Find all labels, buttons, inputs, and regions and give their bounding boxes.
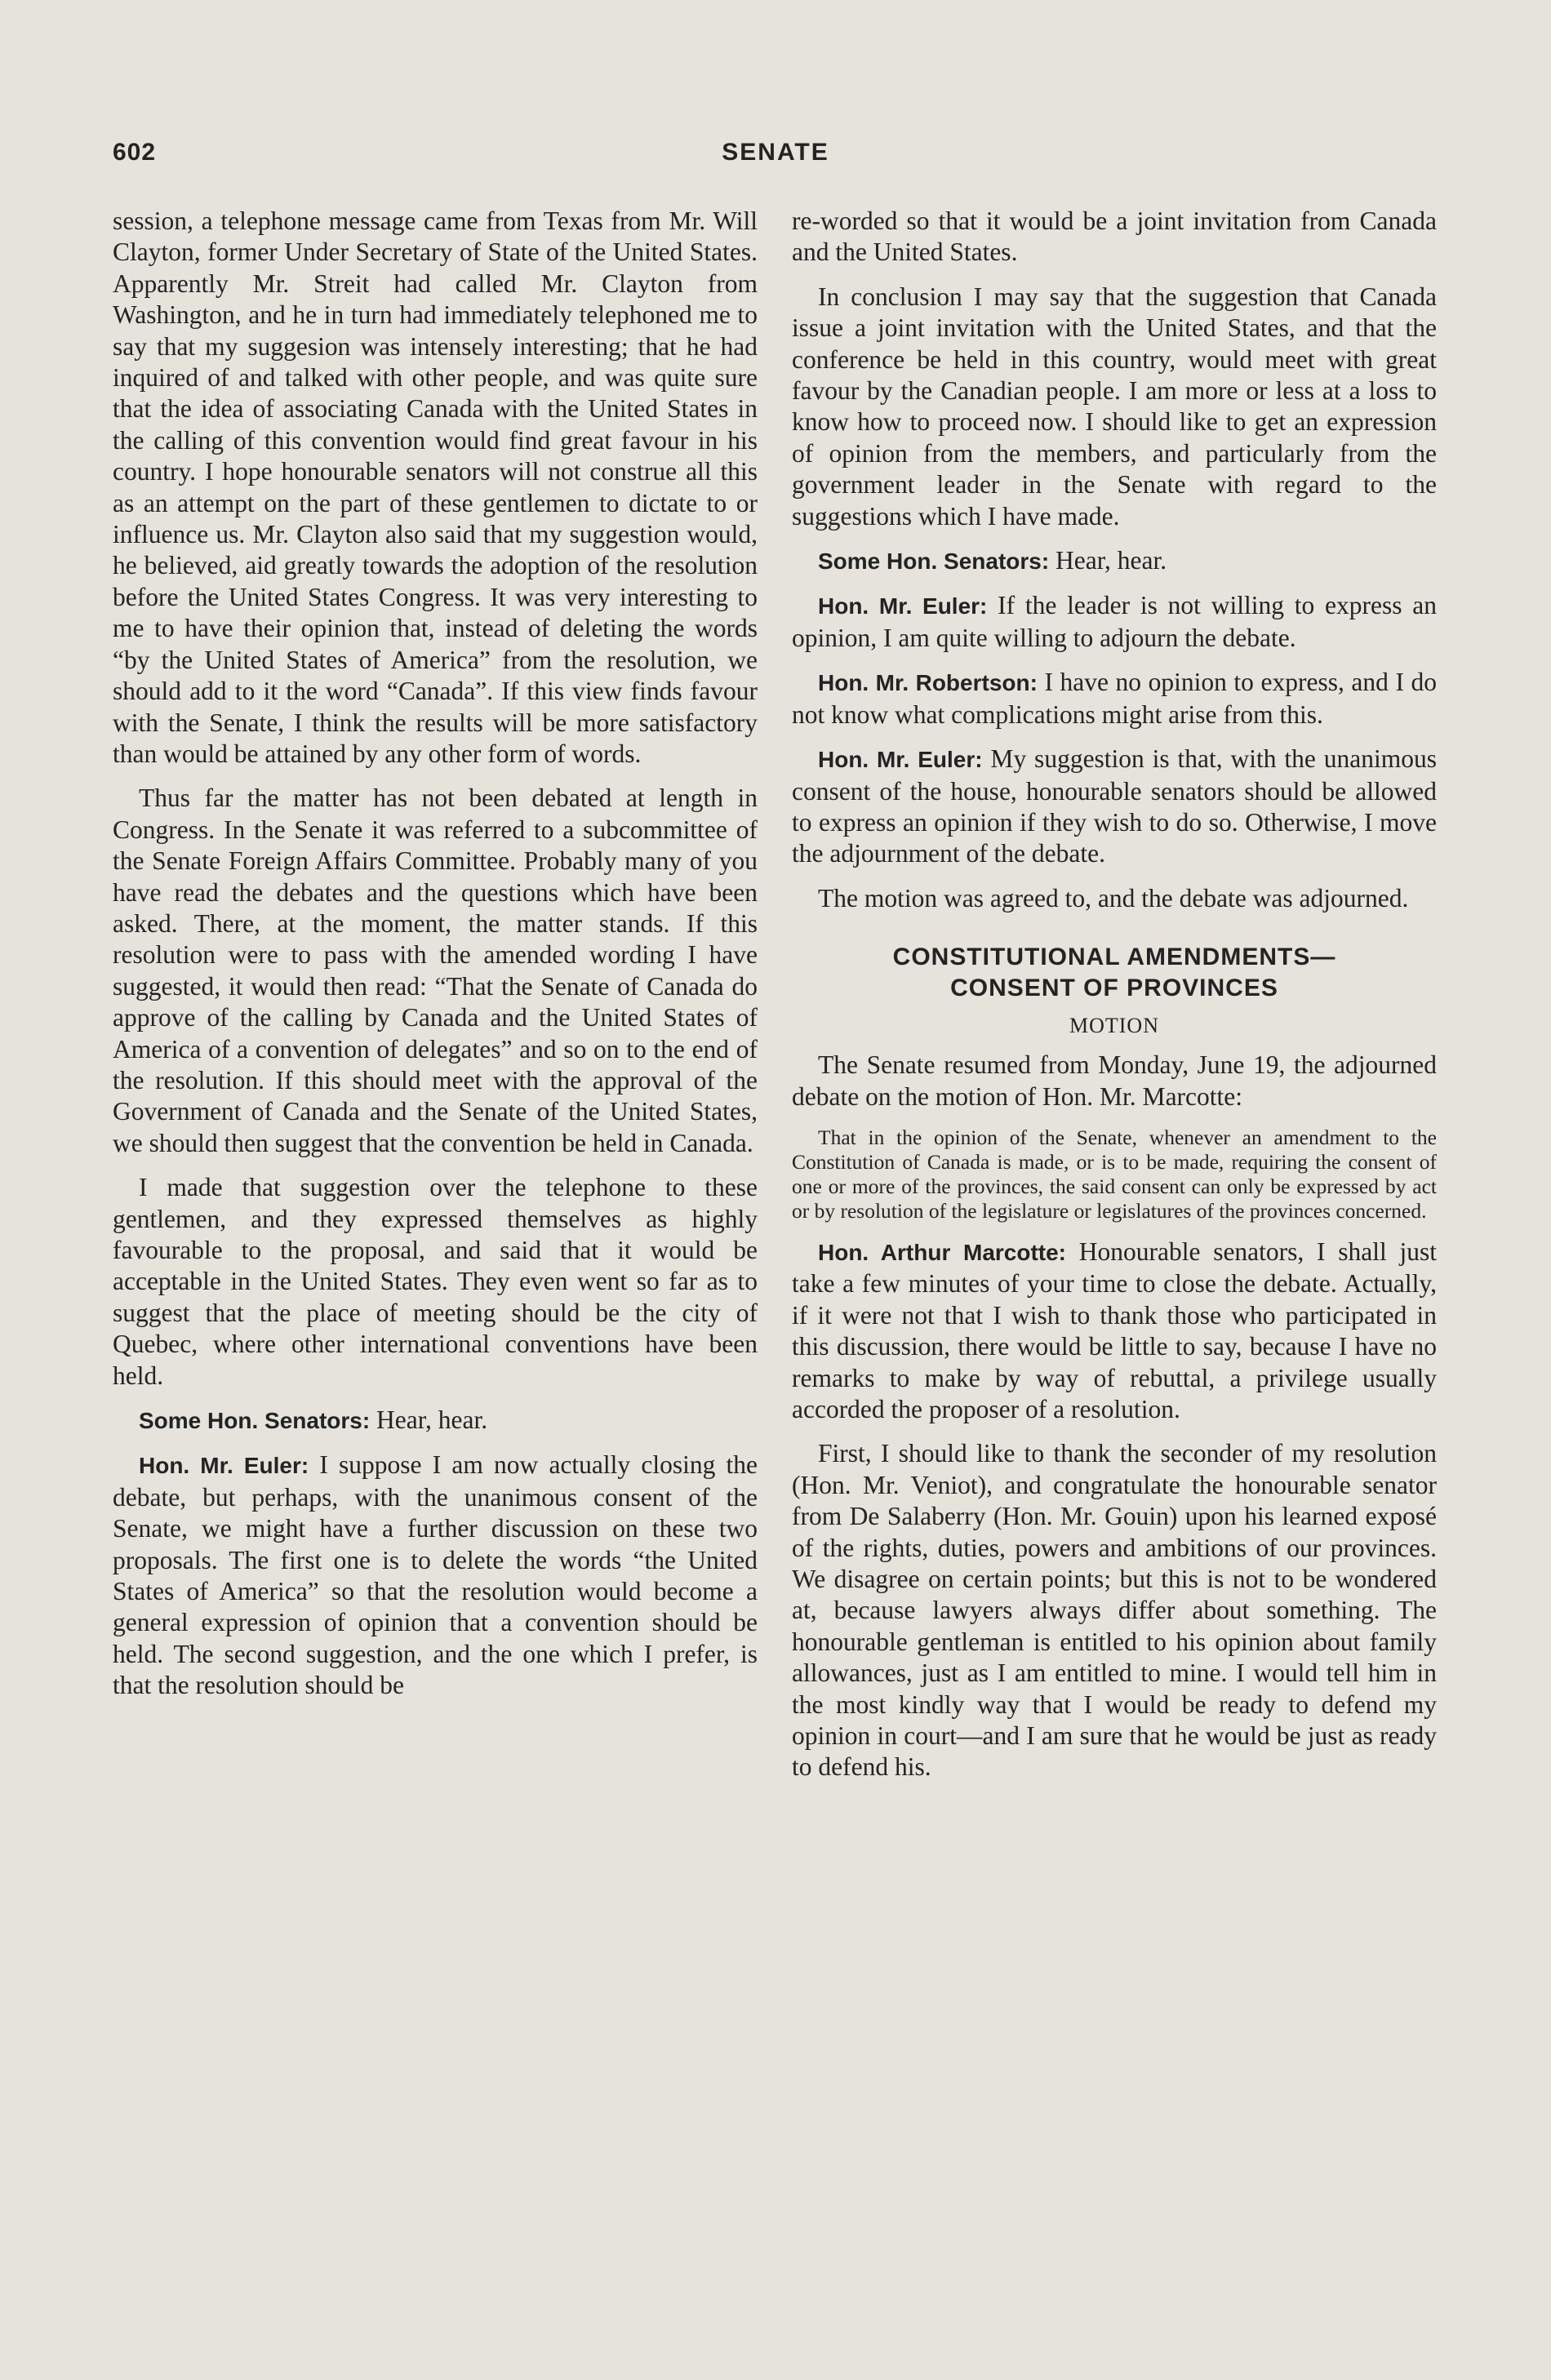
page-number: 602	[113, 139, 157, 166]
paragraph: First, I should like to thank the seconder of my resolution (Hon. Mr. Veniot), and congratulate the honourable senator from De Salaberry (Hon. Mr. Gouin) upon his learned exposé of the rights, duties, powers and ambitions of our provinces. We disagree on certain points; but this is not to be wondered at, because lawyers always differ about something. The honourable gentleman is entitled to his opinion about family allowances, just as I am entitled to mine. I would tell him in the most kindly way that I would be ready to defend my opinion in court—and I am sure that he would be just as ready to defend his.	[792, 1439, 1437, 1782]
paragraph: In conclusion I may say that the suggestion that Canada issue a joint invitation with the United States, and that the conference be held in this country, would meet with great favour by the Canadian people. I am more or less at a loss to know how to proceed now. I should like to get an expression of opinion from the members, and particularly from the government leader in the Senate with regard to the suggestions which I have made.	[792, 282, 1437, 531]
paragraph: Thus far the matter has not been debated at length in Congress. In the Senate it was referred to a subcommittee of the Senate Foreign Affairs Committee. Probably many of you have read the debates and the questions which have been asked. There, at the moment, the matter stands. If this resolution were to pass with the amended wording I have suggested, it would then read: “That the Senate of Canada do approve of the calling by Canada and the United States of America of a convention of delegates” and so on to the end of the resolution. If this should meet with the approval of the Government of Canada and the Senate of the United States, we should then suggest that the convention be held in Canada.	[113, 784, 758, 1157]
section-heading	[792, 942, 1437, 1004]
speech-text: Honourable senators, I shall just take a few minutes of your time to close the debate. Actually, if it were not that I wish to thank those who participated in this discussion, there would be little to say, because I have no remarks to make by way of rebuttal, a privilege usually accorded the proposer of a resolution.	[792, 1237, 1437, 1423]
paragraph: session, a telephone message came from Texas from Mr. Will Clayton, former Under Secretary of State of the United States. Apparently Mr. Streit had called Mr. Clayton from Washington, and he in turn had immediately telephoned me to say that my suggesion was intensely interesting; that he had inquired of and talked with other people, and was quite sure that the idea of associating Canada with the United States in the calling of this convention would find great favour in his country. I hope honourable senators will not construe all this as an attempt on the part of these gentlemen to dictate to or influence us. Mr. Clayton also said that my suggestion would, he believed, aid greatly towards the adoption of the resolution before the United States Congress. It was very interesting to me to have their opinion that, instead of deleting the words “by the United States of America” from the resolution, we should add to it the word “Canada”. If this view finds favour with the Senate, I think the results will be more satisfactory than would be attained by any other form of words.	[113, 206, 758, 768]
speech-paragraph	[792, 545, 1437, 577]
speaker-name: Hon. Mr. Euler:	[818, 593, 988, 619]
section-heading-line: CONSENT OF PROVINCES	[950, 975, 1278, 1002]
speech-text: If the leader is not willing to express an opinion, I am quite willing to adjourn the debate.	[792, 591, 1438, 652]
speech-text: My suggestion is that, with the unanimous consent of the house, honourable senators should be allowed to express an opinion if they wish to do so. Otherwise, I move the adjournment of the debate.	[792, 744, 1437, 868]
speaker-name: Hon. Mr. Robertson:	[818, 670, 1038, 696]
paragraph: The motion was agreed to, and the debate was adjourned.	[818, 883, 1409, 912]
speech-paragraph	[113, 1405, 758, 1436]
speech-paragraph	[792, 744, 1437, 870]
paragraph: The Senate resumed from Monday, June 19, the adjourned debate on the motion of Hon. Mr. Marcotte:	[792, 1050, 1437, 1111]
section-subheading: MOTION	[1069, 1014, 1159, 1038]
speech-text: I have no opinion to express, and I do not know what complications might arise from this.	[792, 668, 1437, 729]
speaker-name: Hon. Mr. Euler:	[818, 747, 983, 773]
speech-text: Hear, hear.	[370, 1405, 488, 1435]
motion-quote: That in the opinion of the Senate, whenever an amendment to the Constitution of Canada is made, or is to be made, requiring the consent of one or more of the provinces, the said consent can only be expressed by act or by resolution of the legislature or legislatures of the provinces concerned.	[792, 1125, 1437, 1223]
right-column	[792, 206, 1437, 1796]
speaker-name: Hon. Arthur Marcotte:	[818, 1239, 1067, 1265]
running-head: SENATE	[722, 139, 829, 166]
speech-text: Hear, hear.	[1049, 546, 1167, 575]
speech-paragraph	[792, 667, 1437, 730]
speech-text: I suppose I am now actually closing the debate, but perhaps, with the unanimous consent of the Senate, we might have a further discussion on these two proposals. The first one is to delete the words “the United States of America” so that the resolution would become a general expression of opinion that a convention should be held. The second suggestion, and the one which I prefer, is that the resolution should be	[113, 1450, 758, 1700]
paragraph: re-worded so that it would be a joint invitation from Canada and the United States.	[792, 206, 1437, 267]
speaker-name: Some Hon. Senators:	[818, 548, 1050, 575]
paragraph: I made that suggestion over the telephone to these gentlemen, and they expressed themselves as highly favourable to the proposal, and said that it would be acceptable in the United States. They even went so far as to suggest that the place of meeting should be the city of Quebec, where other international conventions have been held.	[113, 1173, 758, 1390]
speech-paragraph	[792, 1237, 1437, 1425]
speech-paragraph	[113, 1450, 758, 1701]
section-heading-line: CONSTITUTIONAL AMENDMENTS—	[892, 944, 1336, 971]
speaker-name: Some Hon. Senators:	[139, 1408, 371, 1434]
speech-paragraph	[792, 590, 1437, 654]
speaker-name: Hon. Mr. Euler:	[139, 1453, 309, 1479]
left-column	[113, 206, 758, 1715]
